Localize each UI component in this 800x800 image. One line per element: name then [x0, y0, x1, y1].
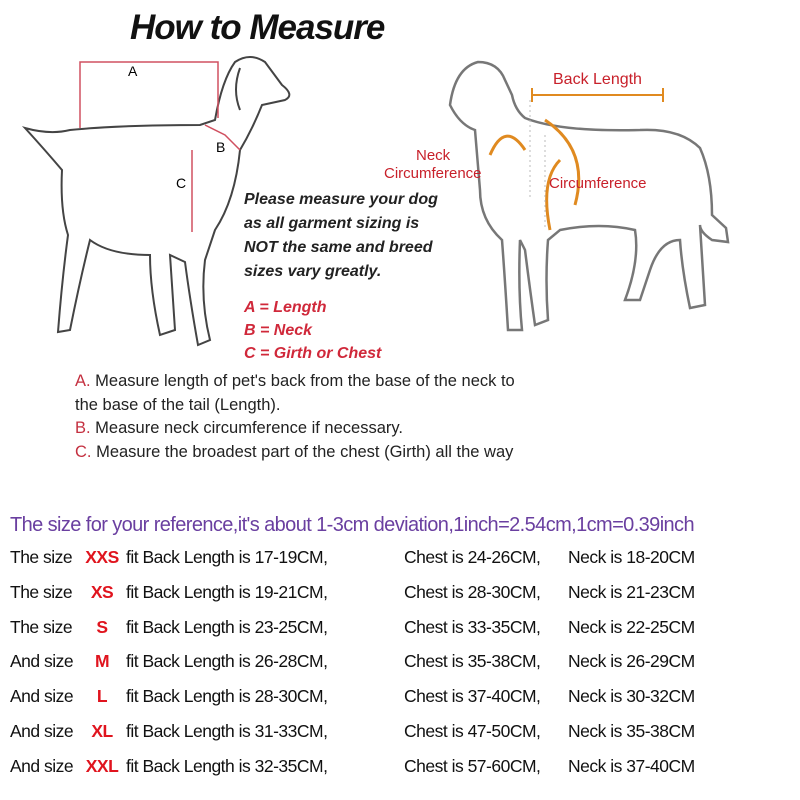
size-prefix: And size [10, 755, 74, 776]
size-chest: Chest is 33-35CM, [404, 616, 541, 637]
size-size: XXL [85, 755, 119, 776]
size-size: L [96, 686, 108, 707]
note-line: as all garment sizing is [244, 215, 420, 232]
instruction-text: Measure length of pet's back from the base of the neck to [90, 372, 515, 390]
legend-item: A = Length [244, 299, 327, 316]
size-back: fit Back Length is 23-25CM, [126, 616, 328, 637]
size-prefix: The size [10, 581, 73, 602]
size-back: fit Back Length is 32-35CM, [126, 755, 328, 776]
legend-item: C = Girth or Chest [244, 345, 382, 362]
instruction-line [75, 417, 515, 441]
size-back: fit Back Length is 28-30CM, [126, 686, 328, 707]
legend-item: B = Neck [244, 322, 313, 339]
size-chest: Chest is 24-26CM, [404, 547, 541, 567]
size-chest: Chest is 37-40CM, [404, 686, 541, 707]
measure-note [244, 188, 438, 284]
label-c: C [176, 175, 187, 191]
size-back: fit Back Length is 17-19CM, [126, 547, 328, 567]
instruction-mark: C. [75, 442, 92, 461]
instruction-line [75, 394, 515, 418]
reference-note: The size for your reference,it's about 1-3cm deviation,1inch=2.54cm,1cm=0.39inch [10, 514, 694, 536]
size-chest: Chest is 28-30CM, [404, 581, 541, 602]
size-row [10, 651, 695, 672]
size-neck: Neck is 37-40CM [568, 755, 695, 776]
size-back: fit Back Length is 26-28CM, [126, 651, 328, 672]
size-neck: Neck is 26-29CM [568, 651, 695, 672]
size-neck: Neck is 30-32CM [568, 686, 695, 707]
size-size: XL [91, 721, 113, 741]
label-a: A [128, 63, 138, 79]
left-dog-ear [236, 68, 240, 110]
size-back: fit Back Length is 19-21CM, [126, 581, 328, 602]
size-row [10, 617, 695, 638]
length-marker [80, 62, 218, 128]
note-line: NOT the same and breed [244, 239, 433, 256]
circumference-label: Circumference [549, 175, 647, 192]
instructions [75, 370, 515, 464]
size-row [10, 686, 695, 707]
instruction-line [75, 370, 515, 394]
note-line: Please measure your dog [244, 191, 438, 208]
instruction-mark: A. [75, 372, 91, 390]
neck-label-2: Circumference [384, 165, 482, 182]
page-title: How to Measure [130, 8, 385, 47]
size-prefix: The size [10, 547, 73, 567]
neck-label-1: Neck [416, 147, 451, 164]
instruction-text: Measure the broadest part of the chest (Girth) all the way [91, 442, 514, 461]
instruction-mark: B. [75, 419, 91, 437]
size-row [10, 582, 695, 603]
label-b: B [216, 139, 226, 155]
size-neck: Neck is 35-38CM [568, 721, 695, 741]
size-prefix: And size [10, 721, 74, 741]
instruction-text: the base of the tail (Length). [75, 395, 281, 414]
size-back: fit Back Length is 31-33CM, [126, 721, 328, 741]
instruction-text: Measure neck circumference if necessary. [90, 419, 403, 437]
measure-legend [244, 296, 381, 365]
size-prefix: And size [10, 651, 74, 672]
size-neck: Neck is 22-25CM [568, 616, 695, 637]
back-length-label: Back Length [553, 71, 642, 88]
size-row [10, 721, 695, 742]
instruction-line [75, 441, 515, 465]
size-row [10, 547, 695, 568]
size-chest: Chest is 57-60CM, [404, 755, 541, 776]
size-size: M [94, 651, 110, 672]
back-length-arrow [532, 88, 663, 102]
size-neck: Neck is 21-23CM [568, 581, 695, 602]
size-size: S [96, 616, 108, 637]
size-prefix: The size [10, 616, 73, 637]
size-size: XS [90, 581, 114, 602]
size-prefix: And size [10, 686, 74, 707]
size-size: XXS [85, 547, 119, 567]
size-chest: Chest is 47-50CM, [404, 721, 541, 741]
size-chest: Chest is 35-38CM, [404, 651, 541, 672]
note-line: sizes vary greatly. [244, 263, 382, 280]
right-dog-outline [450, 62, 728, 330]
size-neck: Neck is 18-20CM [568, 547, 695, 567]
size-row [10, 756, 695, 777]
neck-arrow [490, 136, 525, 155]
